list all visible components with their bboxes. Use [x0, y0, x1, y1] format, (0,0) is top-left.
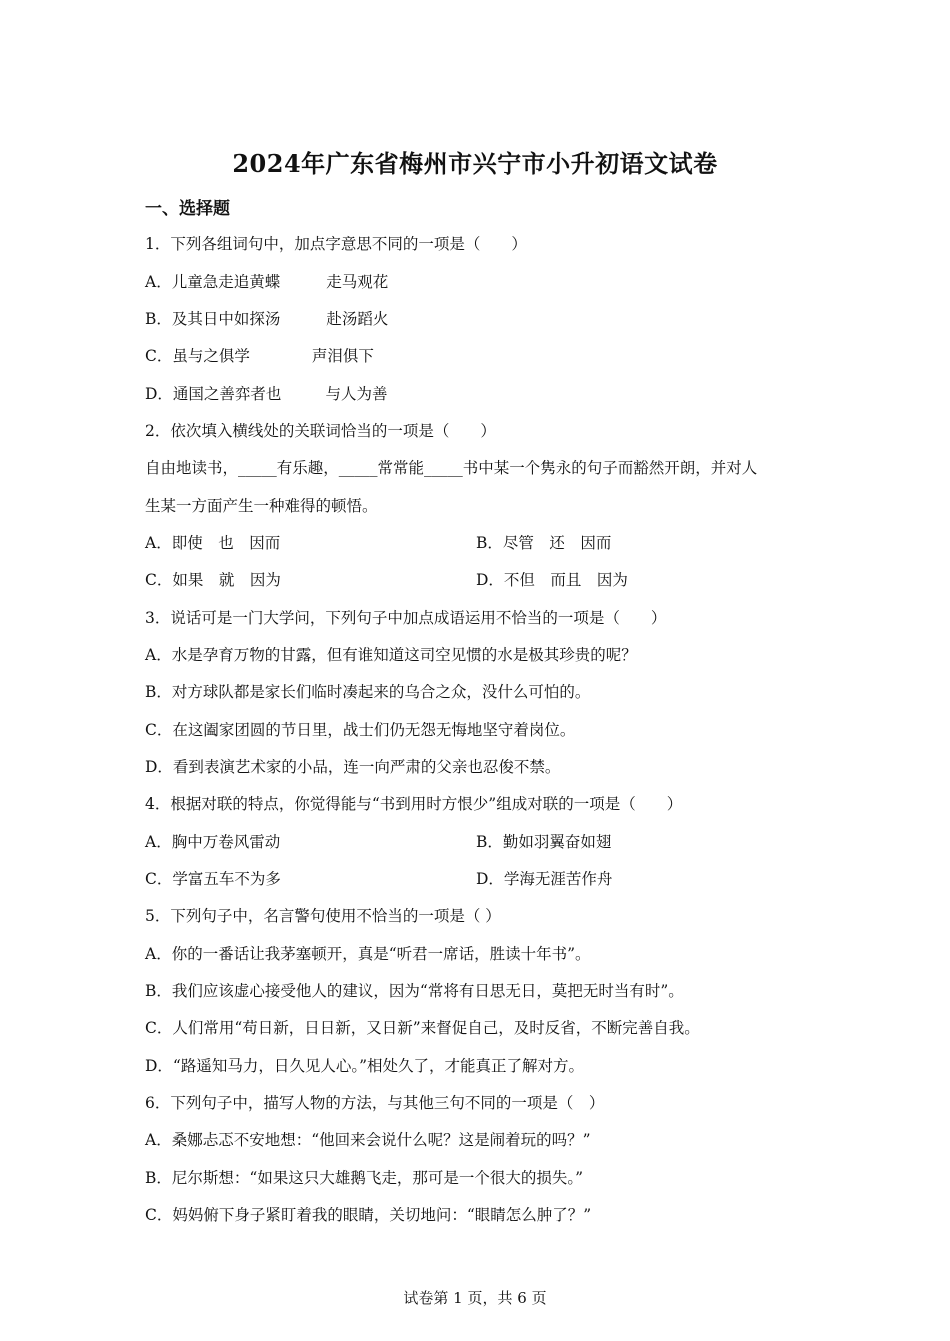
q1-option-d: [145, 382, 387, 406]
page-footer: 试卷第 1 页，共 6 页: [403, 1289, 547, 1307]
q1-option-a-part2: 走马观花: [326, 273, 389, 291]
q2-option-d: D．不但 而且 因为: [476, 571, 628, 589]
q5-option-a: A．你的一番话让我茅塞顿开，真是“听君一席话，胜读十年书”。: [145, 945, 591, 963]
q2-option-b: B．尽管 还 因而: [476, 534, 612, 552]
q4-stem: 4．根据对联的特点，你觉得能与“书到用时方恨少”组成对联的一项是（ ）: [145, 795, 683, 813]
q4-option-c: C．学富五车不为多: [145, 870, 281, 888]
q3-option-c: C．在这阖家团圆的节日里，战士们仍无怨无悔地坚守着岗位。: [145, 721, 576, 739]
q5-option-c: C．人们常用“苟日新，日日新，又日新”来督促自己，及时反省，不断完善自我。: [145, 1019, 700, 1037]
q1-option-c: [145, 344, 374, 368]
q1-option-d-part2: 与人为善: [325, 385, 388, 403]
q1-option-c-part2: 声泪俱下: [311, 347, 374, 365]
q1-option-b: [145, 307, 388, 331]
q2-passage-line1: 自由地读书，_____有乐趣，_____常常能_____书中某一个隽永的句子而豁然开朗，并对人: [145, 459, 758, 477]
q1-option-a-part1: A．儿童急走追黄蝶: [145, 273, 281, 291]
q6-option-a: A．桑娜忐忑不安地想：“他回来会说什么呢？这是闹着玩的吗？”: [145, 1131, 591, 1149]
q5-option-b: B．我们应该虚心接受他人的建议，因为“常将有日思无日，莫把无时当有时”。: [145, 982, 684, 1000]
section-heading-choice: 一、选择题: [145, 199, 230, 219]
q2-stem: 2．依次填入横线处的关联词恰当的一项是（ ）: [145, 422, 496, 440]
q6-option-c: C．妈妈俯下身子紧盯着我的眼睛，关切地问：“眼睛怎么肿了？”: [145, 1206, 592, 1224]
q1-option-c-part1: C．虽与之俱学: [145, 347, 250, 365]
q3-option-b: B．对方球队都是家长们临时凑起来的乌合之众，没什么可怕的。: [145, 683, 591, 701]
q1-option-d-part1: D．通国之善弈者也: [145, 385, 282, 403]
q6-stem: 6．下列句子中，描写人物的方法，与其他三句不同的一项是（ ）: [145, 1094, 605, 1112]
q2-passage-line2: 生某一方面产生一种难得的顿悟。: [145, 497, 378, 515]
q3-stem: 3．说话可是一门大学问，下列句子中加点成语运用不恰当的一项是（ ）: [145, 609, 667, 627]
q4-option-b: B．勤如羽翼奋如翅: [476, 833, 612, 851]
q1-option-b-part1: B．及其日中如探汤: [145, 310, 281, 328]
q6-option-b: B．尼尔斯想：“如果这只大雄鹅飞走，那可是一个很大的损失。”: [145, 1169, 583, 1187]
q2-option-a: A．即使 也 因而: [145, 534, 281, 552]
q1-option-b-part2: 赴汤蹈火: [326, 310, 389, 328]
q1-option-a: [145, 270, 388, 294]
q4-option-d: D．学海无涯苦作舟: [476, 870, 613, 888]
q3-option-a: A．水是孕育万物的甘露，但有谁知道这司空见惯的水是极其珍贵的呢？: [145, 646, 637, 664]
q4-option-a: A．胸中万卷风雷动: [145, 833, 281, 851]
q2-option-c: C．如果 就 因为: [145, 571, 281, 589]
q5-stem: 5．下列句子中，名言警句使用不恰当的一项是（ ）: [145, 907, 501, 925]
q3-option-d: D．看到表演艺术家的小品，连一向严肃的父亲也忍俊不禁。: [145, 758, 561, 776]
q1-stem: 1．下列各组词句中，加点字意思不同的一项是（ ）: [145, 235, 527, 253]
page-title: 2024年广东省梅州市兴宁市小升初语文试卷: [232, 149, 718, 178]
q5-option-d: D．“路遥知马力，日久见人心。”相处久了，才能真正了解对方。: [145, 1057, 585, 1075]
